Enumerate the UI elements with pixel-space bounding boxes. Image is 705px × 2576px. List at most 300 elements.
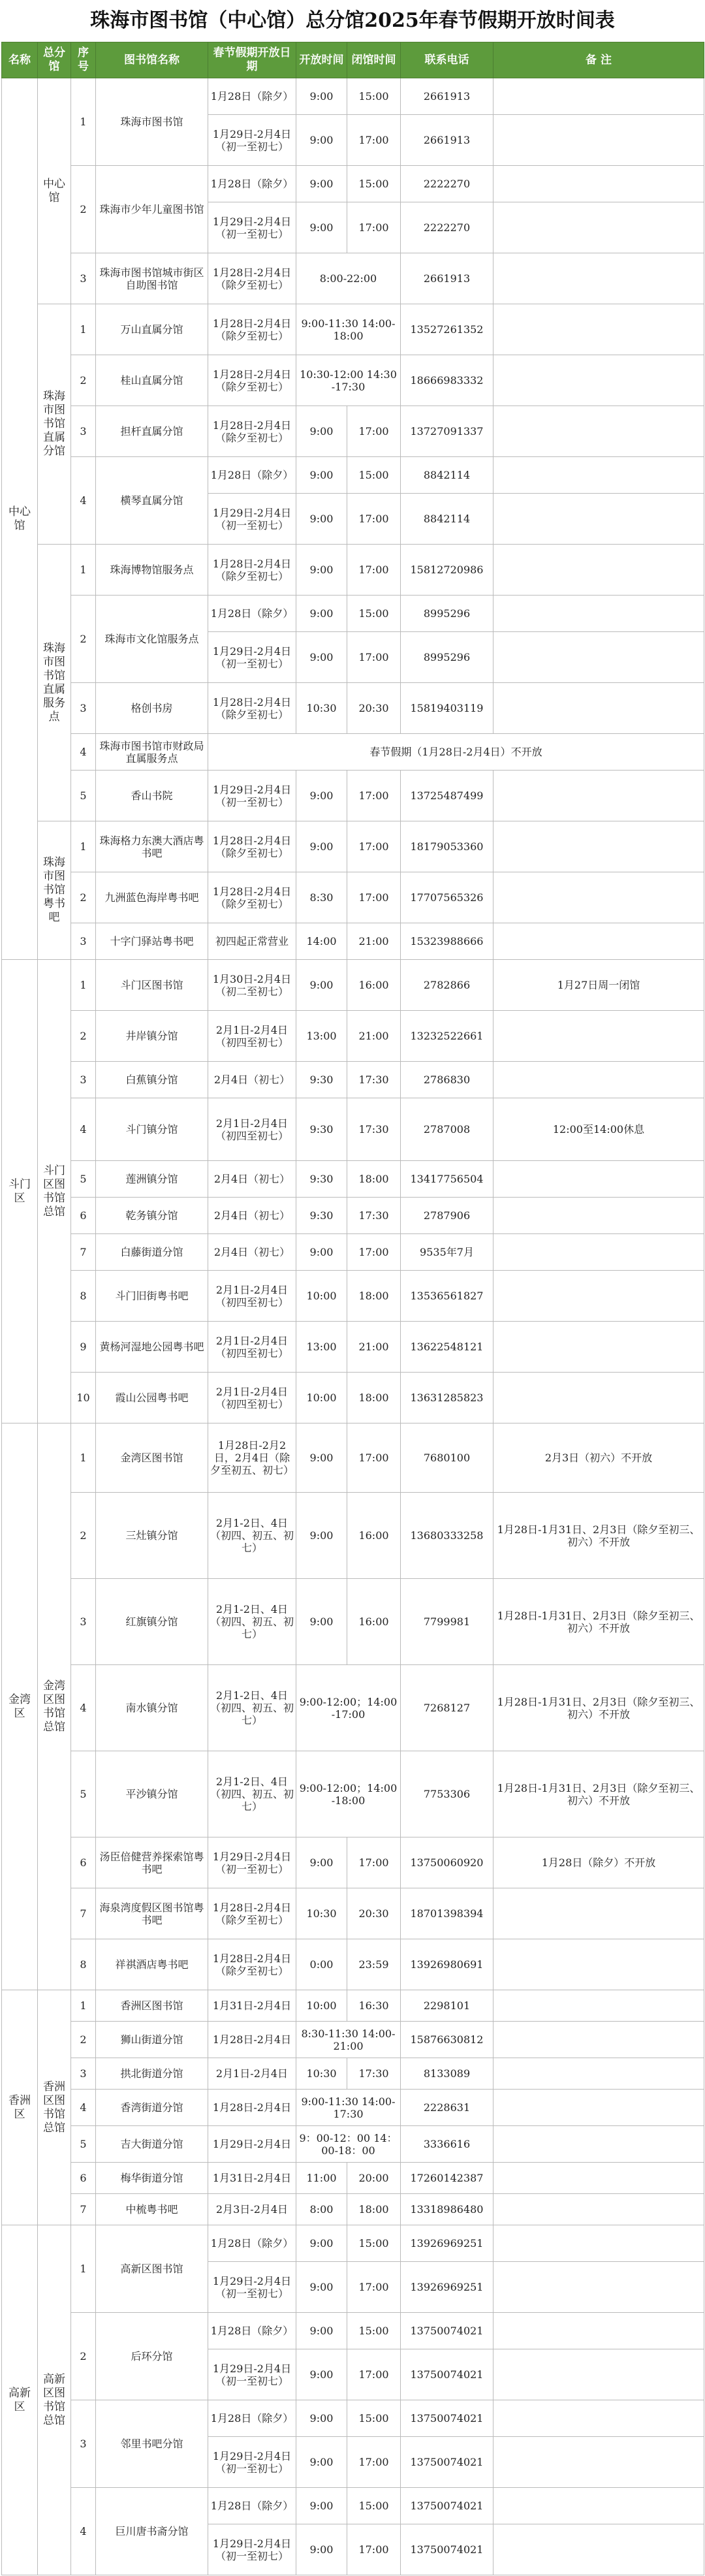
note-cell — [494, 2022, 704, 2058]
open-time-cell: 9:00 — [296, 2437, 347, 2488]
table-row — [2, 2194, 704, 2225]
phone-cell: 13527261352 — [401, 304, 494, 355]
date-cell: 1月29日-2月4日（初一至初七） — [208, 494, 296, 545]
open-time-cell: 9:00 — [296, 1579, 347, 1665]
open-time-cell: 9:00 — [296, 2488, 347, 2524]
close-time-cell: 17:00 — [347, 1423, 401, 1493]
date-cell: 1月28日（除夕） — [208, 457, 296, 494]
close-time-cell: 16:00 — [347, 1493, 401, 1579]
index-cell: 6 — [71, 2163, 96, 2194]
date-cell: 2月4日（初七） — [208, 1198, 296, 1234]
index-cell: 4 — [71, 2090, 96, 2126]
open-time-cell: 9:00 — [296, 457, 347, 494]
phone-cell: 13750074021 — [401, 2349, 494, 2400]
open-time-cell: 13:00 — [296, 1011, 347, 1062]
library-name-cell: 珠海市少年儿童图书馆 — [96, 166, 208, 253]
note-cell — [494, 115, 704, 166]
open-time-cell: 9:00 — [296, 406, 347, 457]
library-name-cell: 担杆直属分馆 — [96, 406, 208, 457]
region-cell: 高新区 — [2, 2225, 38, 2575]
region-cell: 金湾区 — [2, 1423, 38, 1990]
note-cell — [494, 596, 704, 632]
date-cell: 1月31日-2月4日 — [208, 2163, 296, 2194]
phone-cell: 2787906 — [401, 1198, 494, 1234]
table-row — [2, 872, 704, 923]
note-cell — [494, 1011, 704, 1062]
library-name-cell: 万山直属分馆 — [96, 304, 208, 355]
phone-cell: 18701398394 — [401, 1888, 494, 1939]
header-cell: 总分馆 — [38, 42, 71, 78]
index-cell: 4 — [71, 457, 96, 545]
table-row — [2, 1062, 704, 1098]
phone-cell: 13926980691 — [401, 1939, 494, 1990]
note-cell — [494, 1234, 704, 1271]
table-row — [2, 1373, 704, 1423]
note-cell: 1月28日（除夕）不开放 — [494, 1837, 704, 1888]
library-name-cell: 珠海市图书馆市财政局直属服务点 — [96, 734, 208, 771]
note-cell — [494, 1939, 704, 1990]
open-time-cell: 9:00 — [296, 2349, 347, 2400]
library-name-cell: 斗门镇分馆 — [96, 1098, 208, 1161]
phone-cell: 13926969251 — [401, 2225, 494, 2262]
open-time-cell: 9:00 — [296, 166, 347, 202]
date-cell: 2月1日-2月4日（初四至初七） — [208, 1098, 296, 1161]
note-cell — [494, 2126, 704, 2163]
library-name-cell: 斗门区图书馆 — [96, 960, 208, 1011]
table-row — [2, 1161, 704, 1198]
phone-cell: 2782866 — [401, 960, 494, 1011]
open-time-cell: 14:00 — [296, 923, 347, 960]
open-time-cell: 10:30 — [296, 1888, 347, 1939]
close-time-cell: 15:00 — [347, 78, 401, 115]
library-name-cell: 白蕉镇分馆 — [96, 1062, 208, 1098]
phone-cell: 2786830 — [401, 1062, 494, 1098]
table-row — [2, 253, 704, 304]
table-row — [2, 1271, 704, 1322]
date-cell: 1月28日（除夕） — [208, 166, 296, 202]
hours-cell: 9:00-11:30 14:00-17:30 — [296, 2090, 401, 2126]
open-time-cell: 9:00 — [296, 545, 347, 596]
phone-cell: 2222270 — [401, 202, 494, 253]
phone-cell: 13631285823 — [401, 1373, 494, 1423]
index-cell: 1 — [71, 1423, 96, 1493]
index-cell: 7 — [71, 1888, 96, 1939]
table-row — [2, 683, 704, 734]
note-cell — [494, 1062, 704, 1098]
page-title: 珠海市图书馆（中心馆）总分馆2025年春节假期开放时间表 — [90, 9, 615, 32]
library-name-cell: 珠海博物馆服务点 — [96, 545, 208, 596]
date-cell: 1月28日（除夕） — [208, 596, 296, 632]
close-time-cell: 17:00 — [347, 1234, 401, 1271]
date-cell: 2月1-2日、4日（初四、初五、初七） — [208, 1751, 296, 1837]
open-time-cell: 9:00 — [296, 2313, 347, 2349]
date-cell: 1月28日（除夕） — [208, 2313, 296, 2349]
schedule-table — [1, 42, 704, 2575]
note-cell — [494, 2313, 704, 2349]
close-time-cell: 23:59 — [347, 1939, 401, 1990]
table-row — [2, 2126, 704, 2163]
table-row — [2, 2022, 704, 2058]
table-row — [2, 2058, 704, 2090]
close-time-cell: 17:00 — [347, 632, 401, 683]
table-row — [2, 1011, 704, 1062]
table-row — [2, 1322, 704, 1373]
close-time-cell: 17:30 — [347, 1098, 401, 1161]
library-name-cell: 莲洲镇分馆 — [96, 1161, 208, 1198]
group-cell: 珠海市图书馆直属服务点 — [38, 545, 71, 821]
note-cell — [494, 2400, 704, 2437]
table-row — [2, 821, 704, 872]
close-time-cell: 15:00 — [347, 166, 401, 202]
note-cell — [494, 872, 704, 923]
table-row — [2, 923, 704, 960]
library-name-cell: 平沙镇分馆 — [96, 1751, 208, 1837]
close-time-cell: 17:30 — [347, 1062, 401, 1098]
phone-cell: 13727091337 — [401, 406, 494, 457]
open-time-cell: 0:00 — [296, 1939, 347, 1990]
phone-cell: 13318986480 — [401, 2194, 494, 2225]
table-row — [2, 1888, 704, 1939]
library-name-cell: 珠海格力东澳大酒店粤书吧 — [96, 821, 208, 872]
library-name-cell: 格创书房 — [96, 683, 208, 734]
date-cell: 1月28日-2月4日（除夕至初七） — [208, 1939, 296, 1990]
open-time-cell: 9:00 — [296, 1234, 347, 1271]
phone-cell: 18666983332 — [401, 355, 494, 406]
index-cell: 4 — [71, 734, 96, 771]
hours-cell: 9:00-12:00；14:00-18:00 — [296, 1751, 401, 1837]
date-cell: 2月1日-2月4日 — [208, 2058, 296, 2090]
date-cell: 2月1日-2月4日（初四至初七） — [208, 1322, 296, 1373]
index-cell: 1 — [71, 78, 96, 166]
close-time-cell: 17:00 — [347, 2349, 401, 2400]
library-name-cell: 后环分馆 — [96, 2313, 208, 2400]
open-time-cell: 11:00 — [296, 2163, 347, 2194]
date-cell: 2月4日（初七） — [208, 1234, 296, 1271]
library-name-cell: 梅华街道分馆 — [96, 2163, 208, 2194]
library-name-cell: 斗门旧街粤书吧 — [96, 1271, 208, 1322]
phone-cell: 8995296 — [401, 596, 494, 632]
close-time-cell: 17:00 — [347, 1837, 401, 1888]
open-time-cell: 9:00 — [296, 1423, 347, 1493]
table-row — [2, 1939, 704, 1990]
note-cell — [494, 1198, 704, 1234]
table-row — [2, 78, 704, 115]
open-time-cell: 9:00 — [296, 1837, 347, 1888]
close-time-cell: 17:00 — [347, 872, 401, 923]
open-time-cell: 9:00 — [296, 596, 347, 632]
library-name-cell: 金湾区图书馆 — [96, 1423, 208, 1493]
phone-cell: 8842114 — [401, 457, 494, 494]
close-time-cell: 15:00 — [347, 2225, 401, 2262]
close-time-cell: 16:00 — [347, 960, 401, 1011]
index-cell: 2 — [71, 355, 96, 406]
index-cell: 9 — [71, 1322, 96, 1373]
group-cell: 金湾区图书馆总馆 — [38, 1423, 71, 1990]
phone-cell: 13680333258 — [401, 1493, 494, 1579]
index-cell: 3 — [71, 923, 96, 960]
date-cell: 1月28日（除夕） — [208, 2225, 296, 2262]
closed-notice-cell: 春节假期（1月28日-2月4日）不开放 — [208, 734, 704, 771]
close-time-cell: 17:00 — [347, 115, 401, 166]
open-time-cell: 10:00 — [296, 1990, 347, 2022]
note-cell — [494, 1161, 704, 1198]
phone-cell: 15819403119 — [401, 683, 494, 734]
phone-cell: 13750074021 — [401, 2437, 494, 2488]
date-cell: 1月29日-2月4日（初一至初七） — [208, 202, 296, 253]
library-name-cell: 九洲蓝色海岸粤书吧 — [96, 872, 208, 923]
phone-cell: 13750060920 — [401, 1837, 494, 1888]
table-row — [2, 2090, 704, 2126]
phone-cell: 8133089 — [401, 2058, 494, 2090]
table-row — [2, 355, 704, 406]
note-cell — [494, 166, 704, 202]
close-time-cell: 20:00 — [347, 2163, 401, 2194]
table-row — [2, 771, 704, 821]
date-cell: 1月28日-2月4日（除夕至初七） — [208, 821, 296, 872]
date-cell: 1月28日-2月4日（除夕至初七） — [208, 304, 296, 355]
close-time-cell: 17:30 — [347, 1198, 401, 1234]
close-time-cell: 15:00 — [347, 2488, 401, 2524]
open-time-cell: 9:30 — [296, 1198, 347, 1234]
group-cell: 中心馆 — [38, 78, 71, 304]
library-name-cell: 高新区图书馆 — [96, 2225, 208, 2313]
table-row — [2, 596, 704, 632]
table-row — [2, 1751, 704, 1837]
index-cell: 3 — [71, 1579, 96, 1665]
table-row — [2, 1098, 704, 1161]
phone-cell: 2298101 — [401, 1990, 494, 2022]
note-cell — [494, 457, 704, 494]
note-cell: 12:00至14:00休息 — [494, 1098, 704, 1161]
phone-cell: 7268127 — [401, 1665, 494, 1751]
date-cell: 1月29日-2月4日（初一至初七） — [208, 2262, 296, 2313]
library-name-cell: 狮山街道分馆 — [96, 2022, 208, 2058]
close-time-cell: 21:00 — [347, 1322, 401, 1373]
open-time-cell: 9:00 — [296, 115, 347, 166]
date-cell: 1月29日-2月4日（初一至初七） — [208, 2349, 296, 2400]
table-row — [2, 1990, 704, 2022]
note-cell — [494, 406, 704, 457]
note-cell — [494, 2163, 704, 2194]
library-name-cell: 乾务镇分馆 — [96, 1198, 208, 1234]
header-cell: 春节假期开放日期 — [208, 42, 296, 78]
phone-cell: 15323988666 — [401, 923, 494, 960]
close-time-cell: 17:30 — [347, 2058, 401, 2090]
table-row — [2, 1234, 704, 1271]
date-cell: 1月28日-2月4日（除夕至初七） — [208, 253, 296, 304]
library-name-cell: 桂山直属分馆 — [96, 355, 208, 406]
note-cell — [494, 2488, 704, 2524]
library-name-cell: 中梳粤书吧 — [96, 2194, 208, 2225]
phone-cell: 13750074021 — [401, 2400, 494, 2437]
header-row — [2, 42, 704, 78]
note-cell — [494, 1271, 704, 1322]
close-time-cell: 15:00 — [347, 596, 401, 632]
phone-cell: 2661913 — [401, 115, 494, 166]
library-name-cell: 香山书院 — [96, 771, 208, 821]
date-cell: 1月28日（除夕） — [208, 2400, 296, 2437]
phone-cell: 15812720986 — [401, 545, 494, 596]
hours-cell: 9:00-12:00；14:00-17:00 — [296, 1665, 401, 1751]
library-name-cell: 汤臣倍健营养探索馆粤书吧 — [96, 1837, 208, 1888]
close-time-cell: 16:30 — [347, 1990, 401, 2022]
table-row — [2, 166, 704, 202]
note-cell: 1月28日-1月31日、2月3日（除夕至初三、初六）不开放 — [494, 1493, 704, 1579]
date-cell: 1月28日（除夕） — [208, 78, 296, 115]
index-cell: 3 — [71, 2400, 96, 2488]
note-cell — [494, 2524, 704, 2575]
date-cell: 1月29日-2月4日（初一至初七） — [208, 2524, 296, 2575]
phone-cell: 15876630812 — [401, 2022, 494, 2058]
phone-cell: 2661913 — [401, 78, 494, 115]
note-cell — [494, 2437, 704, 2488]
index-cell: 5 — [71, 771, 96, 821]
group-cell: 珠海市图书馆粤书吧 — [38, 821, 71, 960]
close-time-cell: 17:00 — [347, 494, 401, 545]
table-row — [2, 2313, 704, 2349]
close-time-cell: 20:30 — [347, 683, 401, 734]
phone-cell: 17707565326 — [401, 872, 494, 923]
index-cell: 4 — [71, 2488, 96, 2575]
date-cell: 2月1日-2月4日（初四至初七） — [208, 1373, 296, 1423]
open-time-cell: 9:00 — [296, 2524, 347, 2575]
note-cell — [494, 202, 704, 253]
table-row — [2, 457, 704, 494]
open-time-cell: 9:00 — [296, 2225, 347, 2262]
index-cell: 8 — [71, 1271, 96, 1322]
phone-cell: 3336616 — [401, 2126, 494, 2163]
close-time-cell: 21:00 — [347, 1011, 401, 1062]
open-time-cell: 9:00 — [296, 771, 347, 821]
open-time-cell: 8:30 — [296, 872, 347, 923]
open-time-cell: 9:00 — [296, 2400, 347, 2437]
open-time-cell: 9:30 — [296, 1098, 347, 1161]
library-name-cell: 十字门驿站粤书吧 — [96, 923, 208, 960]
index-cell: 3 — [71, 406, 96, 457]
index-cell: 1 — [71, 821, 96, 872]
phone-cell: 13750074021 — [401, 2524, 494, 2575]
index-cell: 10 — [71, 1373, 96, 1423]
phone-cell: 8995296 — [401, 632, 494, 683]
table-row — [2, 1423, 704, 1493]
date-cell: 1月29日-2月4日（初一至初七） — [208, 115, 296, 166]
date-cell: 2月3日-2月4日 — [208, 2194, 296, 2225]
index-cell: 3 — [71, 253, 96, 304]
date-cell: 1月30日-2月4日（初二至初七） — [208, 960, 296, 1011]
note-cell — [494, 2090, 704, 2126]
close-time-cell: 21:00 — [347, 923, 401, 960]
date-cell: 1月28日-2月4日（除夕至初七） — [208, 545, 296, 596]
note-cell: 1月27日周一闭馆 — [494, 960, 704, 1011]
index-cell: 2 — [71, 2022, 96, 2058]
date-cell: 2月1日-2月4日（初四至初七） — [208, 1271, 296, 1322]
index-cell: 2 — [71, 166, 96, 253]
index-cell: 3 — [71, 1062, 96, 1098]
phone-cell: 8842114 — [401, 494, 494, 545]
phone-cell: 7753306 — [401, 1751, 494, 1837]
open-time-cell: 9:00 — [296, 494, 347, 545]
library-name-cell: 香湾街道分馆 — [96, 2090, 208, 2126]
library-name-cell: 南水镇分馆 — [96, 1665, 208, 1751]
open-time-cell: 13:00 — [296, 1322, 347, 1373]
index-cell: 4 — [71, 1665, 96, 1751]
index-cell: 5 — [71, 1161, 96, 1198]
index-cell: 2 — [71, 596, 96, 683]
library-name-cell: 三灶镇分馆 — [96, 1493, 208, 1579]
note-cell: 1月28日-1月31日、2月3日（除夕至初三、初六）不开放 — [494, 1665, 704, 1751]
note-cell — [494, 2194, 704, 2225]
library-name-cell: 吉大街道分馆 — [96, 2126, 208, 2163]
phone-cell: 13750074021 — [401, 2313, 494, 2349]
hours-cell: 8:30-11:30 14:00-21:00 — [296, 2022, 401, 2058]
library-name-cell: 海泉湾度假区图书馆粤书吧 — [96, 1888, 208, 1939]
close-time-cell: 15:00 — [347, 457, 401, 494]
phone-cell: 7799981 — [401, 1579, 494, 1665]
index-cell: 3 — [71, 2058, 96, 2090]
date-cell: 1月29日-2月4日（初一至初七） — [208, 2437, 296, 2488]
hours-cell: 8:00-22:00 — [296, 253, 401, 304]
note-cell — [494, 1888, 704, 1939]
date-cell: 2月1-2日、4日（初四、初五、初七） — [208, 1493, 296, 1579]
index-cell: 2 — [71, 1011, 96, 1062]
close-time-cell: 15:00 — [347, 2400, 401, 2437]
hours-cell: 9：00-12：00 14：00-18：00 — [296, 2126, 401, 2163]
open-time-cell: 9:00 — [296, 2262, 347, 2313]
table-row — [2, 960, 704, 1011]
close-time-cell: 17:00 — [347, 202, 401, 253]
open-time-cell: 9:30 — [296, 1161, 347, 1198]
header-cell: 联系电话 — [401, 42, 494, 78]
table-row — [2, 1579, 704, 1665]
index-cell: 2 — [71, 2313, 96, 2400]
open-time-cell: 9:00 — [296, 1493, 347, 1579]
close-time-cell: 18:00 — [347, 1271, 401, 1322]
open-time-cell: 10:00 — [296, 1373, 347, 1423]
library-name-cell: 横琴直属分馆 — [96, 457, 208, 545]
note-cell: 2月3日（初六）不开放 — [494, 1423, 704, 1493]
date-cell: 1月28日（除夕） — [208, 2488, 296, 2524]
note-cell — [494, 632, 704, 683]
index-cell: 7 — [71, 2194, 96, 2225]
index-cell: 1 — [71, 1990, 96, 2022]
index-cell: 5 — [71, 2126, 96, 2163]
open-time-cell: 9:00 — [296, 821, 347, 872]
library-name-cell: 红旗镇分馆 — [96, 1579, 208, 1665]
library-name-cell: 邻里书吧分馆 — [96, 2400, 208, 2488]
table-row — [2, 734, 704, 771]
note-cell — [494, 923, 704, 960]
header-cell: 名称 — [2, 42, 38, 78]
note-cell — [494, 821, 704, 872]
date-cell: 1月28日-2月4日（除夕至初七） — [208, 355, 296, 406]
date-cell: 2月1-2日、4日（初四、初五、初七） — [208, 1579, 296, 1665]
group-cell: 香洲区图书馆总馆 — [38, 1990, 71, 2225]
library-name-cell: 井岸镇分馆 — [96, 1011, 208, 1062]
library-name-cell: 珠海市文化馆服务点 — [96, 596, 208, 683]
index-cell: 5 — [71, 1751, 96, 1837]
open-time-cell: 9:00 — [296, 202, 347, 253]
date-cell: 1月29日-2月4日（初一至初七） — [208, 632, 296, 683]
close-time-cell: 17:00 — [347, 406, 401, 457]
close-time-cell: 17:00 — [347, 771, 401, 821]
close-time-cell: 20:30 — [347, 1888, 401, 1939]
table-row — [2, 2163, 704, 2194]
phone-cell: 13417756504 — [401, 1161, 494, 1198]
phone-cell: 13926969251 — [401, 2262, 494, 2313]
phone-cell: 18179053360 — [401, 821, 494, 872]
note-cell — [494, 545, 704, 596]
close-time-cell: 18:00 — [347, 2194, 401, 2225]
